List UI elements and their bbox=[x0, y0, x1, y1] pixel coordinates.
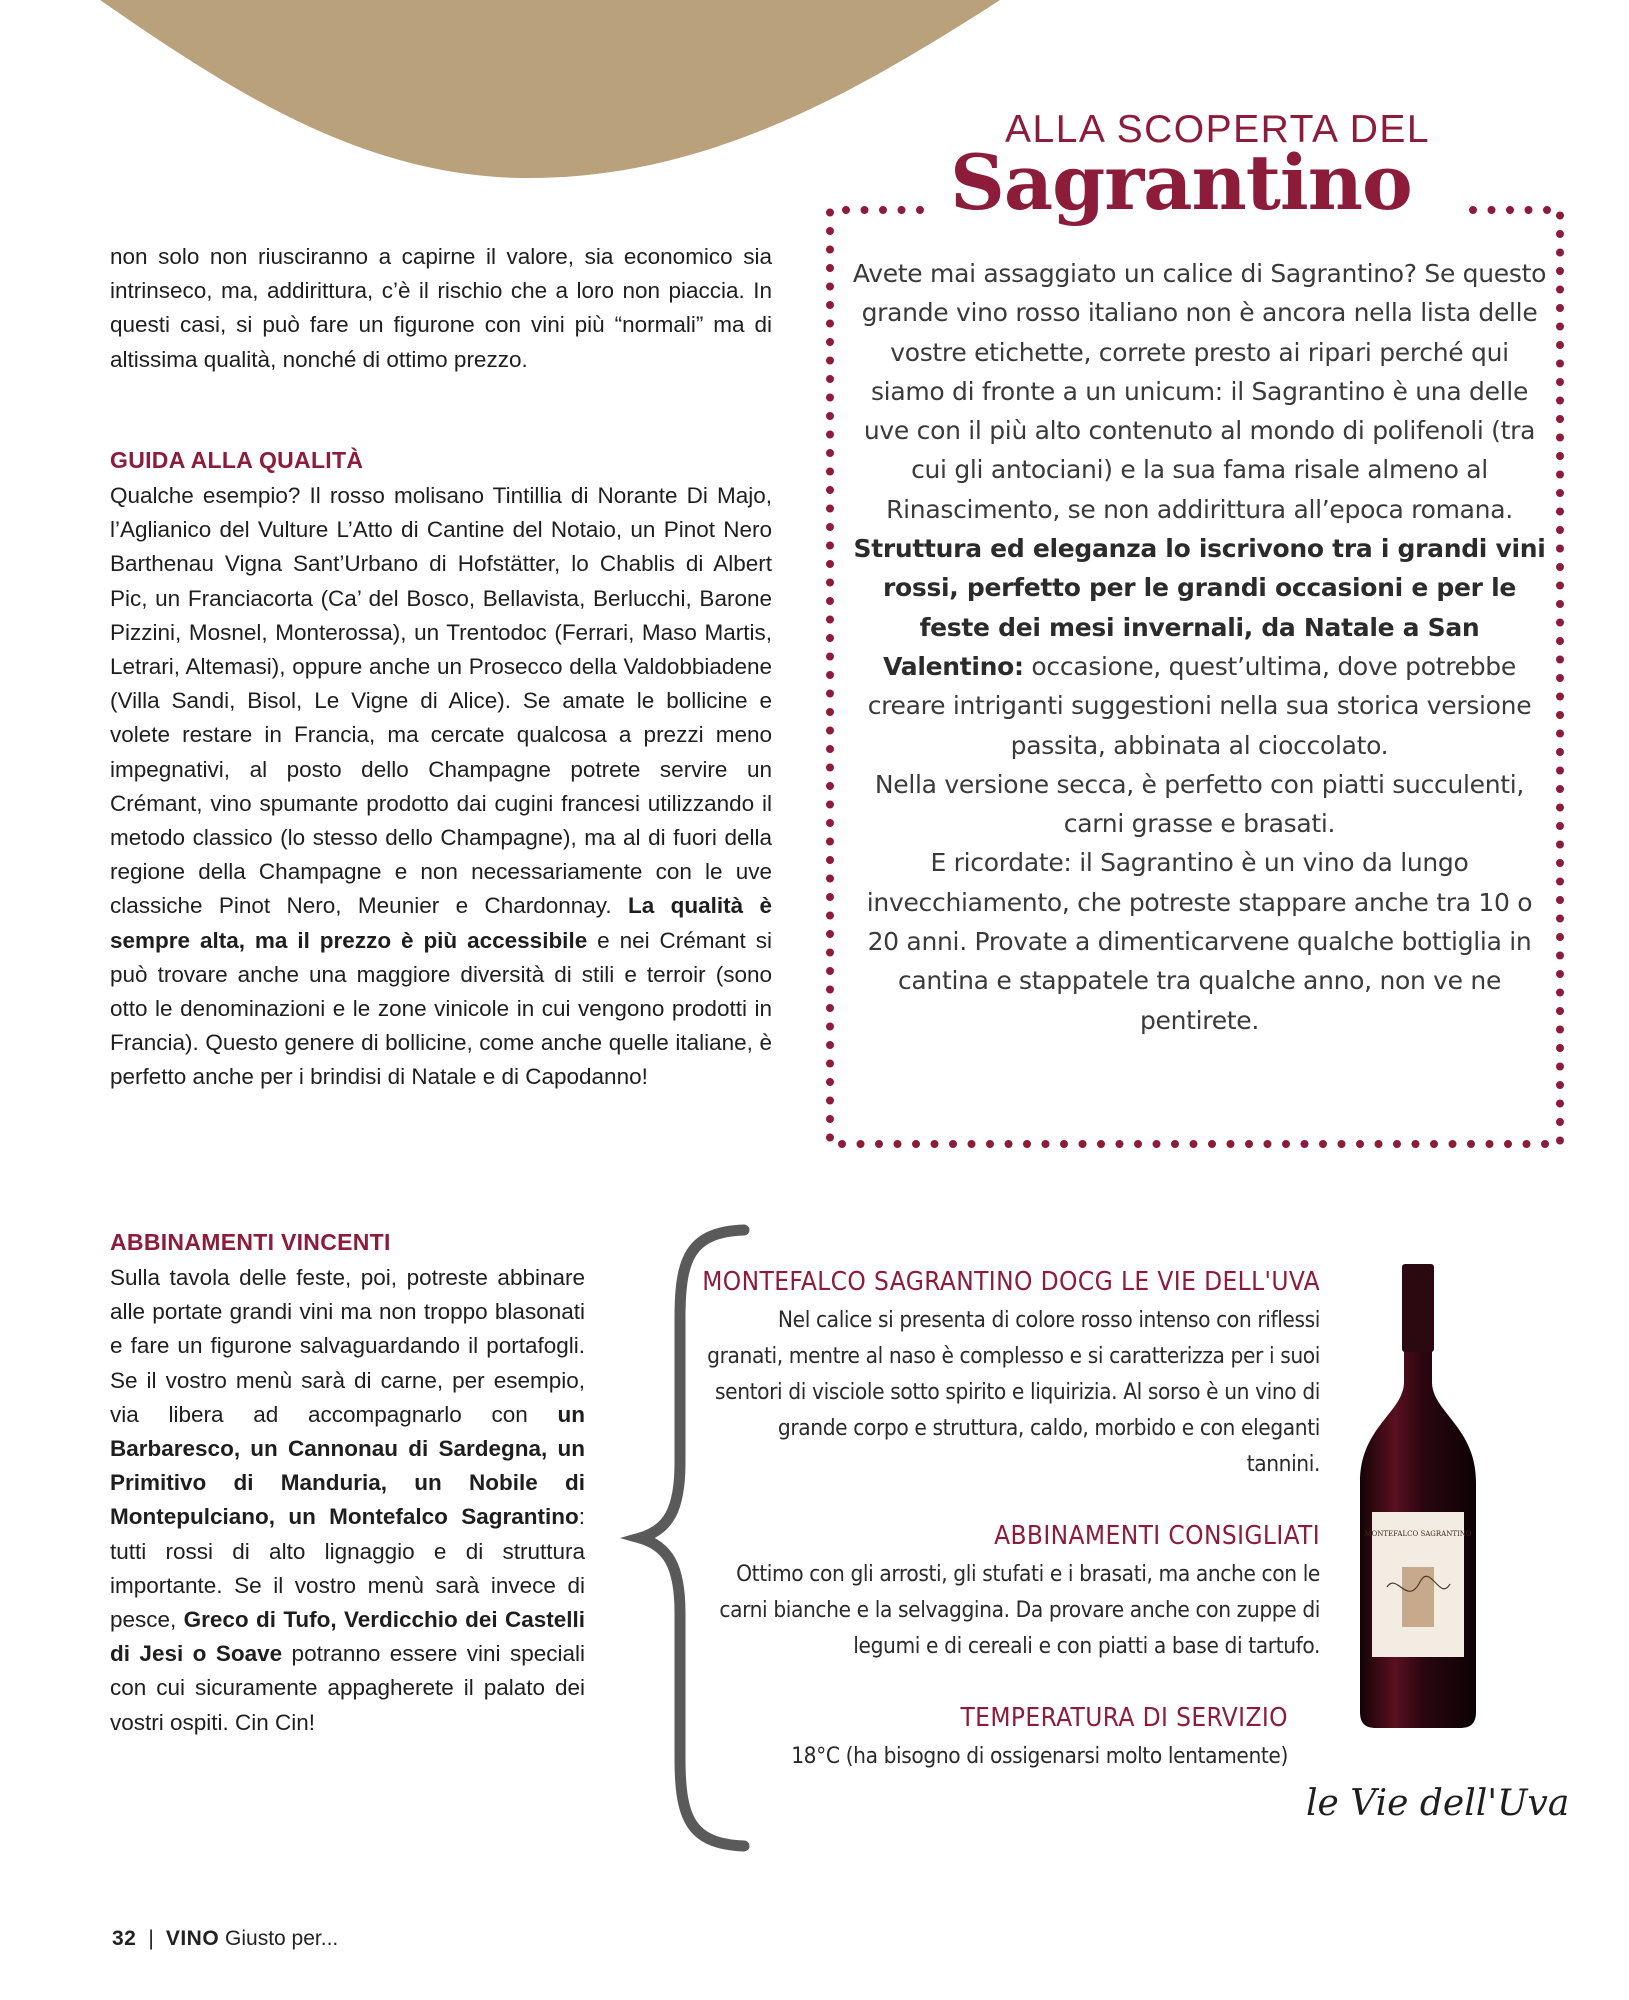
guida-text-b: e nei Crémant si può trovare anche una maggiore diversità di stili e terroir (sono otto le denominazioni e le zone vinicole in cui vengono prodotti in Francia). Questo genere di bollicine, come anche quelle italiane, è perfetto anche per i brindisi di Natale e di Capodanno! bbox=[110, 927, 772, 1090]
section-guida-body bbox=[110, 479, 772, 1095]
decorative-wave bbox=[0, 0, 1100, 190]
magazine-name: VINO bbox=[165, 1927, 220, 1950]
bottle-label-art bbox=[1402, 1567, 1434, 1627]
magazine-tagline: Giusto per... bbox=[225, 1927, 339, 1950]
temperature-heading: TEMPERATURA DI SERVIZIO bbox=[960, 1703, 1288, 1733]
abb-bold-1: un Barbaresco, un Cannonau di Sardegna, un Primitivo di Manduria, un Nobile di Montepulciano, un Montefalco Sagrantino bbox=[110, 1401, 585, 1530]
footer-divider: | bbox=[148, 1927, 154, 1950]
brand-signature bbox=[1300, 1765, 1570, 1835]
abb-bold-2: Greco di Tufo, Verdicchio dei Castelli di Jesi o Soave bbox=[110, 1607, 585, 1667]
wave-shape bbox=[100, 0, 1000, 178]
box-title: Sagrantino bbox=[950, 138, 1412, 227]
section-heading-abbinamenti: ABBINAMENTI VINCENTI bbox=[110, 1229, 391, 1255]
box-paragraph-1 bbox=[852, 254, 1547, 765]
pairing-heading: ABBINAMENTI CONSIGLIATI bbox=[994, 1521, 1320, 1551]
bottle-label-text: MONTEFALCO SAGRANTINO bbox=[1364, 1530, 1472, 1538]
temperature-text: 18°C (ha bisogno di ossigenarsi molto lentamente) bbox=[791, 1743, 1288, 1769]
wine-name: MONTEFALCO SAGRANTINO DOCG LE VIE DELL'UVA bbox=[702, 1267, 1320, 1297]
box-paragraph-2: Nella versione secca, è perfetto con piatti succulenti, carni grasse e brasati. bbox=[874, 769, 1525, 839]
box-body bbox=[852, 254, 1547, 1040]
abb-text-2: : tutti rossi di alto lignaggio e di struttura importante. Se il vostro menù sarà invece di pesce, bbox=[110, 1504, 585, 1633]
box-p1-text: Avete mai assaggiato un calice di Sagrantino? Se questo grande vino rosso italiano non è ancora nella lista delle vostre etichette, correte presto ai ripari perché qui siamo di fronte a un unicum: il Sagrantino è una delle uve con il più alto contenuto al mondo di polifenoli (tra cui gli antociani) e la sua fama risale almeno al Rinascimento, se non addirittura all’epoca romana. bbox=[852, 259, 1547, 524]
bottle-body bbox=[1360, 1292, 1476, 1728]
section-abbinamenti bbox=[110, 1226, 585, 1740]
lead-paragraph bbox=[110, 240, 772, 377]
guida-text-bold: La qualità è sempre alta, ma il prezzo è più accessibile bbox=[110, 893, 772, 953]
abb-text-1: Sulla tavola delle feste, poi, potreste abbinare alle portate grandi vini ma non troppo blasonati e fare un figurone salvaguardando il portafogli. Se il vostro menù sarà di carne, per esempio, via libera ad accompagnarlo con bbox=[110, 1265, 585, 1427]
guida-text-a: Qualche esempio? Il rosso molisano Tintillia di Norante Di Majo, l’Aglianico del Vulture L’Atto di Cantine del Notaio, un Pinot Nero Barthenau Vigna Sant’Urbano di Hofstätter, lo Chablis di Albert Pic, un Franciacorta (Ca’ del Bosco, Bellavista, Berlucchi, Barone Pizzini, Mosnel, Monterossa), un Trentodoc (Ferrari, Maso Martis, Letrari, Altemasi), oppure anche un Prosecco della Valdobbiadene (Villa Sandi, Bisol, Le Vigne di Alice). Se amate le bollicine e volete restare in Francia, ma cercate qualcosa a prezzi meno impegnativi, al posto dello Champagne potrete servire un Crémant, vino spumante prodotto dai cugini francesi utilizzando il metodo classico (lo stesso dello Champagne), ma al di fuori della regione della Champagne e non necessariamente con le uve classiche Pinot Nero, Meunier e Chardonnay. bbox=[110, 483, 772, 919]
brand-signature-text: le Vie dell'Uva bbox=[1306, 1783, 1570, 1824]
wine-info bbox=[700, 1262, 1320, 1774]
box-p1-end: occasione, quest’ultima, dove potrebbe creare intriganti suggestioni nella sua storica versione passita, abbinata al cioccolato. bbox=[867, 651, 1532, 760]
page-number: 32 bbox=[112, 1927, 137, 1950]
section-guida-qualita bbox=[110, 444, 772, 1095]
section-abbinamenti-body bbox=[110, 1261, 585, 1740]
section-heading-guida: GUIDA ALLA QUALITÀ bbox=[110, 447, 364, 473]
wine-bottle-image bbox=[1352, 1262, 1484, 1732]
abb-text-3: potranno essere vini speciali con cui sicuramente appagherete il palato dei vostri ospiti. Cin Cin! bbox=[110, 1641, 585, 1735]
pairing-text: Ottimo con gli arrosti, gli stufati e i brasati, ma anche con le carni bianche e la selvaggina. Da provare anche con zuppe di legumi e di cereali e con piatti a base di tartufo. bbox=[719, 1561, 1320, 1659]
page-footer bbox=[112, 1927, 338, 1951]
lead-text: non solo non riusciranno a capirne il valore, sia economico sia intrinseco, ma, addirittura, c’è il rischio che a loro non piaccia. In questi casi, si può fare un figurone con vini più “normali” ma di altissima qualità, nonché di ottimo prezzo. bbox=[110, 244, 772, 372]
wine-description: Nel calice si presenta di colore rosso intenso con riflessi granati, mentre al naso è complesso e si caratterizza per i suoi sentori di visciole sotto spirito e liquirizia. Al sorso è un vino di grande corpo e struttura, caldo, morbido e con eleganti tannini. bbox=[707, 1307, 1320, 1477]
box-kicker: ALLA SCOPERTA DEL bbox=[1005, 108, 1431, 151]
box-p1-bold: Struttura ed eleganza lo iscrivono tra i grandi vini rossi, perfetto per le grandi occasioni e per le feste dei mesi invernali, da Natale a San Valentino: bbox=[853, 534, 1546, 681]
bottle-capsule bbox=[1402, 1264, 1434, 1352]
box-paragraph-3: E ricordate: il Sagrantino è un vino da lungo invecchiamento, che potreste stappare anche tra 10 o 20 anni. Provate a dimenticarvene qualche bottiglia in cantina e stappatele tra qualche anno, non ve ne pentirete. bbox=[866, 848, 1533, 1035]
